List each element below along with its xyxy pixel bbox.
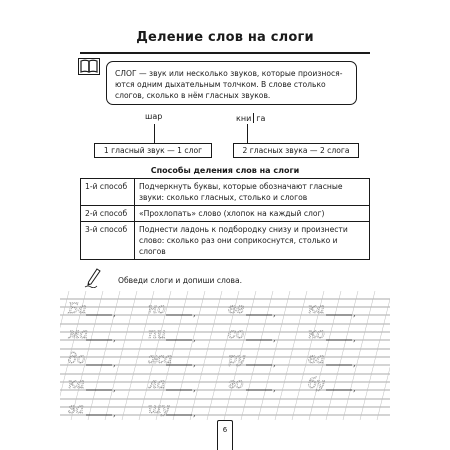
comma-mark: , <box>113 359 116 369</box>
comma-mark: , <box>353 359 356 369</box>
comma-mark: , <box>193 359 196 369</box>
comma-mark: , <box>193 334 196 344</box>
trace-syllable: ла <box>148 376 166 392</box>
connector-line <box>247 124 248 144</box>
page-title: Деление слов на слоги <box>136 30 314 45</box>
table-row <box>81 179 370 206</box>
method-description: «Прохлопать» слово (хлопок на каждый слог) <box>135 206 370 222</box>
slant-guide <box>105 291 137 420</box>
trace-syllable: ка <box>308 301 325 317</box>
trace-syllable: го <box>228 376 244 392</box>
trace-syllable: бу <box>308 376 325 392</box>
syllable-divider <box>253 113 254 123</box>
slant-guide <box>360 291 390 420</box>
example-rule-box-1 <box>94 143 212 158</box>
trace-syllable: со <box>228 326 245 342</box>
trace-syllable: ко <box>308 326 325 342</box>
trace-syllable: пи <box>148 326 167 342</box>
trace-syllable: ка <box>68 376 85 392</box>
comma-mark: , <box>273 334 276 344</box>
definition-box <box>106 61 357 105</box>
method-name: 2-й способ <box>81 206 135 222</box>
book-icon <box>78 58 100 75</box>
slant-guide <box>241 291 273 420</box>
comma-mark: , <box>193 309 196 319</box>
trace-syllable: но <box>148 301 166 317</box>
trace-syllable: Ба <box>68 301 87 317</box>
slant-guide <box>173 291 205 420</box>
comma-mark: , <box>273 309 276 319</box>
definition-text: СЛОГ — звук или несколько звуков, которые произнося-ются одним дыхательным толчком. В слове столько слогов, сколько в нём гласных звуков. <box>115 69 343 100</box>
comma-mark: , <box>273 384 276 394</box>
comma-mark: , <box>193 384 196 394</box>
comma-mark: , <box>353 309 356 319</box>
handwriting-exercise <box>60 291 390 421</box>
example-word-1 <box>145 112 162 121</box>
method-description: Подчеркнуть буквы, которые обозначают гласные звуки: сколько гласных, столько и слогов <box>135 179 370 206</box>
trace-syllable: ве <box>228 301 245 317</box>
trace-syllable: шу <box>148 401 170 417</box>
page-number-tab <box>217 420 233 450</box>
example-rule-text: 1 гласный звук — 1 слог <box>103 146 203 155</box>
connector-line <box>154 124 155 144</box>
example-syllable: кни <box>236 114 252 123</box>
example-syllable: шар <box>145 112 163 121</box>
trace-syllable: ру <box>228 351 246 367</box>
example-rule-text: 2 гласных звука — 2 слога <box>242 146 350 155</box>
comma-mark: , <box>353 384 356 394</box>
trace-syllable: до <box>68 351 86 367</box>
comma-mark: , <box>273 359 276 369</box>
method-name: 3-й способ <box>81 222 135 260</box>
trace-syllable: за <box>68 401 84 417</box>
comma-mark: , <box>113 409 116 419</box>
example-word-2 <box>236 113 265 123</box>
comma-mark: , <box>193 409 196 419</box>
title-rule <box>80 28 370 54</box>
comma-mark: , <box>113 309 116 319</box>
method-description: Поднести ладонь к подбородку снизу и произнести слово: сколько раз они соприкоснутся, столько и слогов <box>135 222 370 260</box>
table-row <box>81 206 370 222</box>
slant-guide <box>377 291 390 420</box>
example-syllable: га <box>256 114 266 123</box>
trace-syllable: жа <box>148 351 173 367</box>
example-rule-box-2 <box>233 143 359 158</box>
method-name: 1-й способ <box>81 179 135 206</box>
trace-syllable: ма <box>68 326 88 342</box>
table-row <box>81 222 370 260</box>
comma-mark: , <box>113 334 116 344</box>
slant-guide <box>343 291 375 420</box>
task-instruction: Обведи слоги и допиши слова. <box>118 276 243 285</box>
methods-table <box>80 178 370 260</box>
methods-title: Способы деления слов на слоги <box>150 166 300 175</box>
comma-mark: , <box>113 384 116 394</box>
comma-mark: , <box>353 334 356 344</box>
slant-guide <box>275 291 307 420</box>
page-number: 6 <box>222 426 228 434</box>
trace-syllable: ва <box>308 351 325 367</box>
pencil-icon <box>84 268 102 288</box>
